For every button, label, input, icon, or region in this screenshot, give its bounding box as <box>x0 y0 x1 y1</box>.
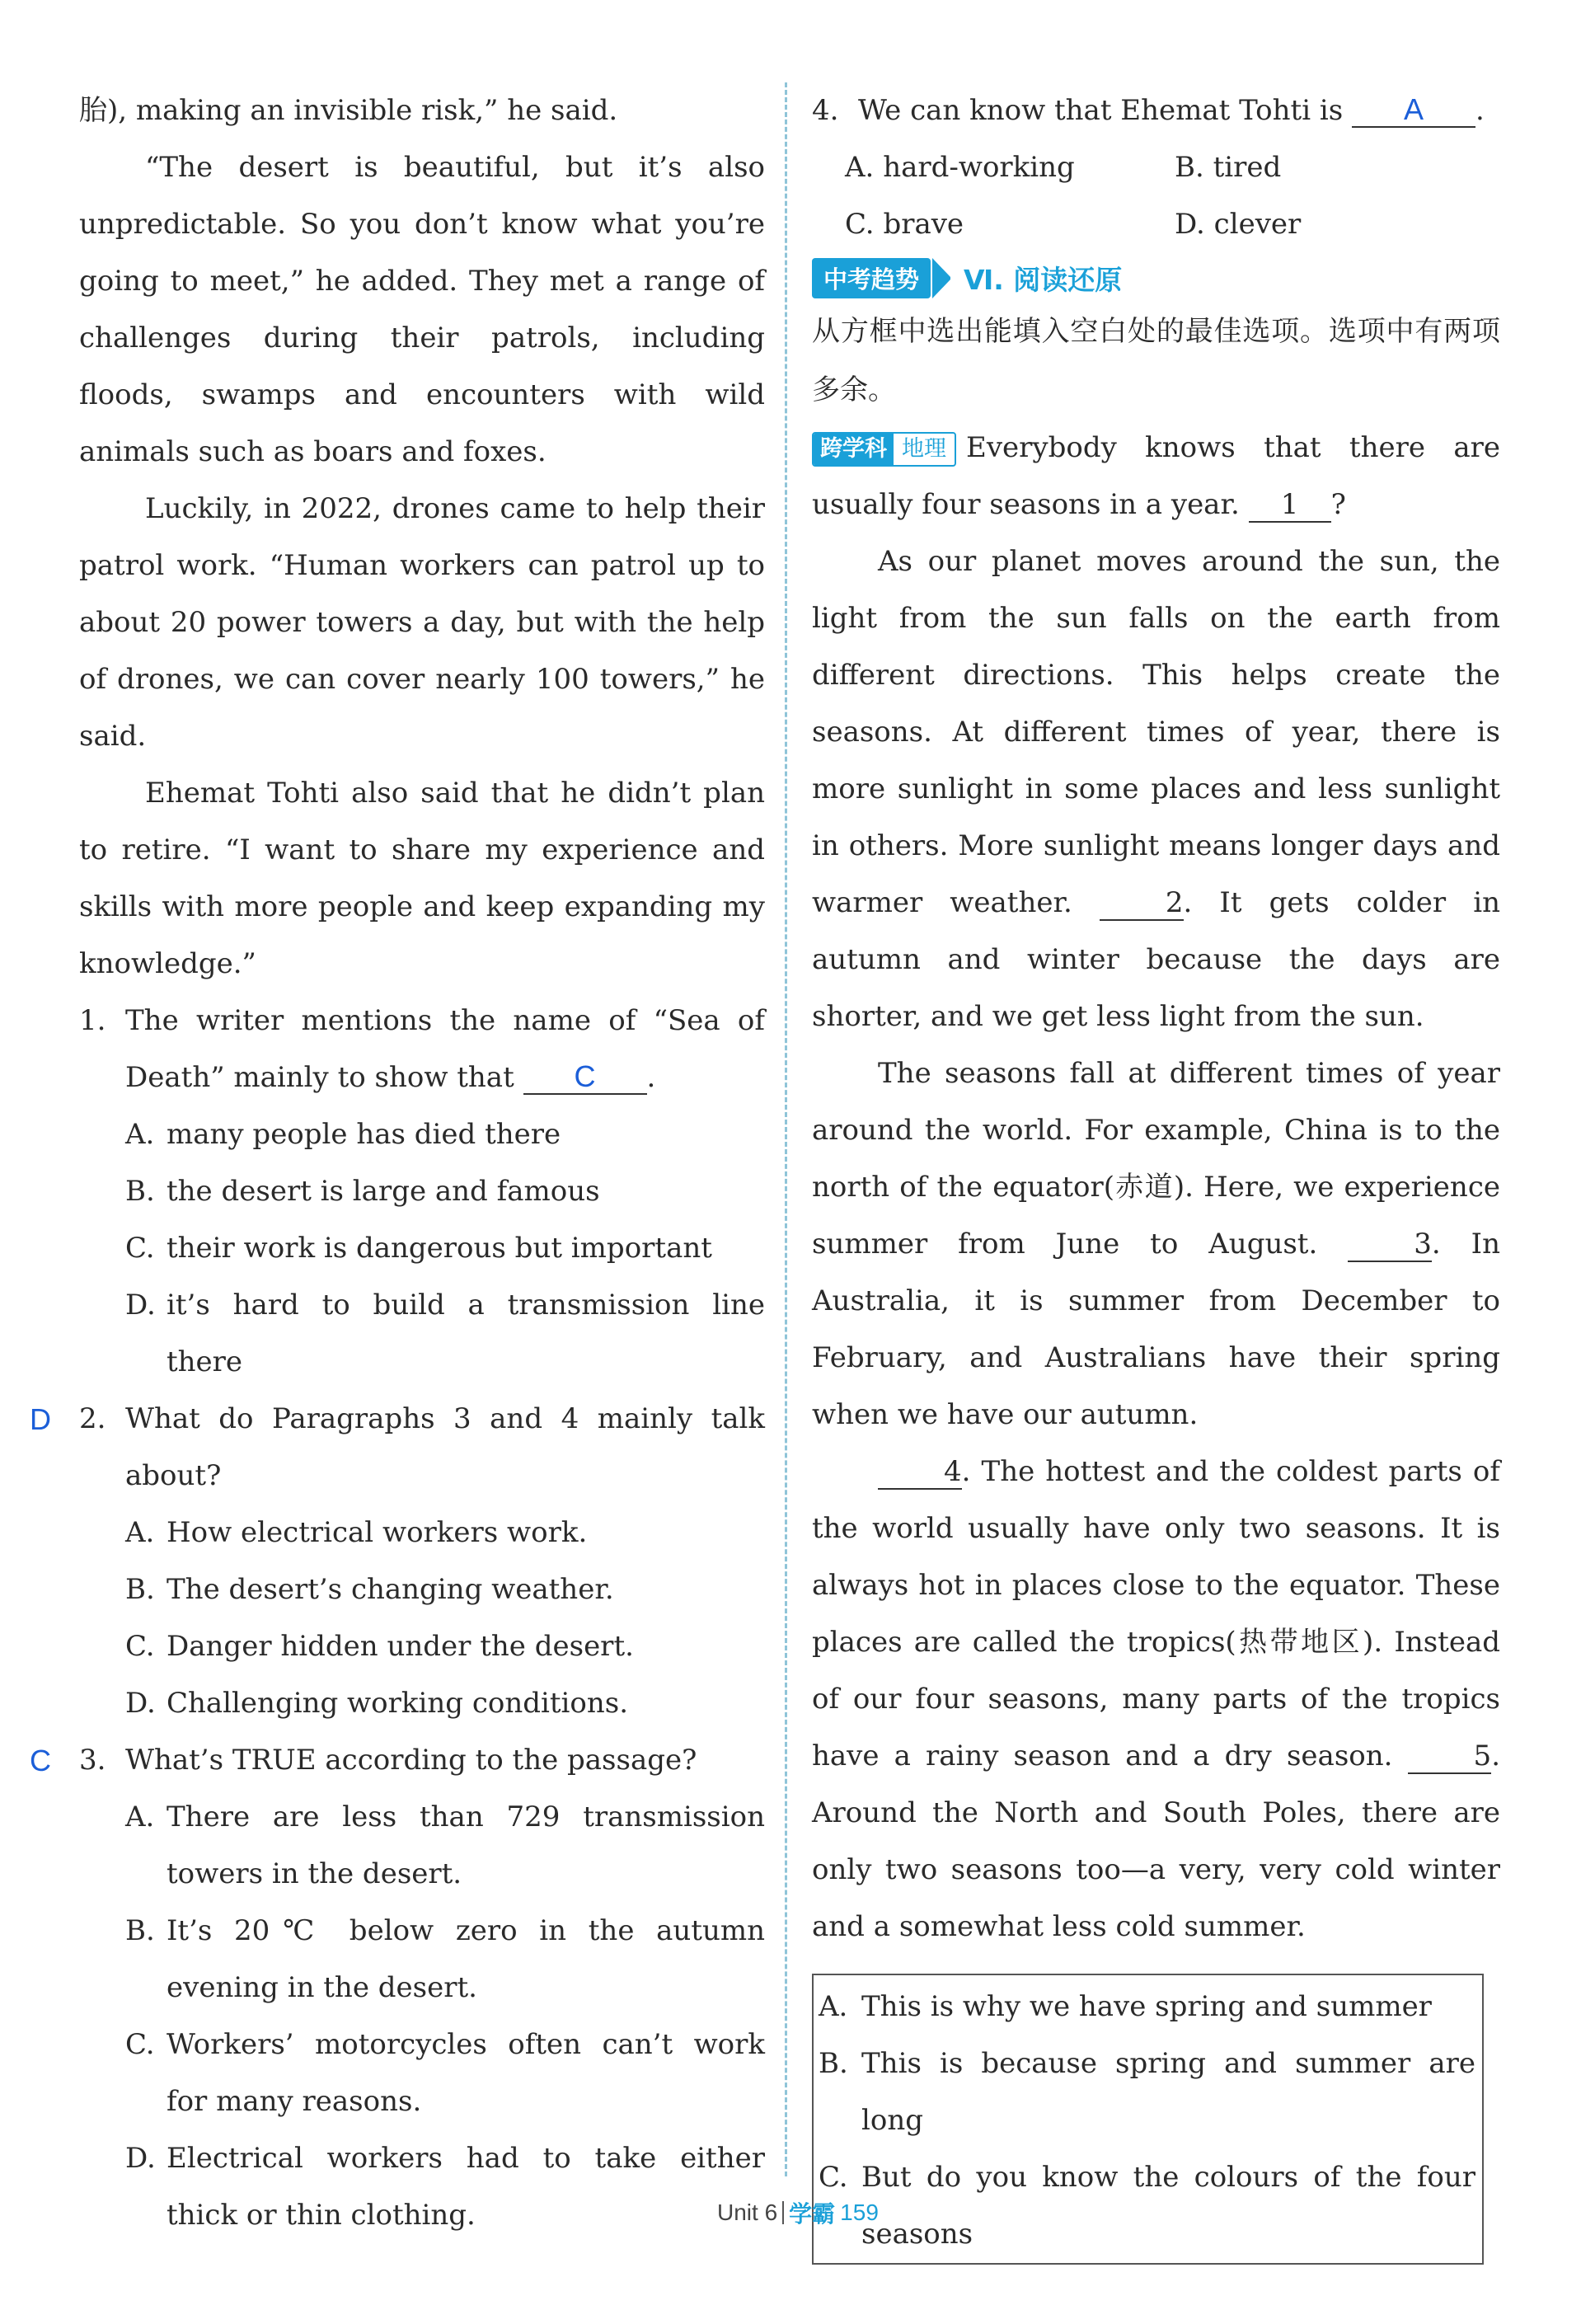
option-text: tired <box>1213 151 1282 184</box>
blank-2[interactable]: 2 <box>1100 886 1184 921</box>
blank-5[interactable]: 5 <box>1408 1739 1492 1774</box>
right-column <box>812 82 1500 2265</box>
option <box>845 139 1175 196</box>
box-option <box>819 1979 1475 2035</box>
page-number: 159 <box>840 2200 879 2225</box>
question-number: 1. <box>79 1004 106 1037</box>
option-text: Electrical workers had to take either thick or thin clothing. <box>167 2142 765 2232</box>
blank-1[interactable]: 1 <box>1249 488 1331 523</box>
blank-4[interactable]: 4 <box>878 1455 962 1490</box>
option <box>1175 196 1504 253</box>
box-option-label: C. <box>819 2161 848 2194</box>
option <box>79 1789 765 1903</box>
left-column <box>30 82 765 2244</box>
question-4 <box>812 82 1500 253</box>
passage-paragraph-4 <box>812 1444 1500 1955</box>
question-3 <box>30 1732 765 2244</box>
option-text: Danger hidden under the desert. <box>167 1630 634 1663</box>
passage-text: The seasons fall at different times of year around the world. For example, China is to the north of the equator(赤道). Here, we experience summer from June to August. <box>812 1057 1500 1261</box>
question-end: . <box>1475 94 1485 127</box>
option-text: There are less than 729 transmission towers in the desert. <box>167 1801 765 1890</box>
option-label: D. <box>1175 208 1205 241</box>
paragraph-2: “The desert is beautiful, but it’s also unpredictable. So you don’t know what you’re going to meet,” he added. They met a range of challenges during their patrols, including floods, swamps and encounters with wild animals such as boars and foxes. <box>79 151 765 468</box>
option <box>79 1618 765 1675</box>
passage-text: ? <box>1330 488 1346 521</box>
question-text: What do Paragraphs 3 and 4 mainly talk about? <box>125 1402 765 1492</box>
passage-text: . Around the North and South Poles, there are only two seasons too—a very, very cold winter and a somewhat less cold summer. <box>812 1739 1500 1943</box>
option <box>79 1277 765 1391</box>
question-text: The writer mentions the name of “Sea of Death” mainly to show that <box>125 1004 765 1094</box>
option <box>79 2016 765 2130</box>
option-label: B. <box>125 1573 155 1606</box>
option-label: B. <box>1175 151 1204 184</box>
question-number: 3. <box>79 1744 106 1777</box>
option-label: A. <box>125 1118 155 1151</box>
blank-3[interactable]: 3 <box>1348 1228 1432 1262</box>
passage-text: . It gets colder in autumn and winter because the days are shorter, and we get less light from the sun. <box>812 886 1500 1033</box>
option <box>845 196 1175 253</box>
paragraph-3: Luckily, in 2022, drones came to help their patrol work. “Human workers can patrol up to about 20 power towers a day, but with the help of drones, we can cover nearly 100 towers,” he said. <box>79 492 765 753</box>
passage-paragraph-2 <box>812 533 1500 1045</box>
option-label: C. <box>125 1232 155 1265</box>
section-title: Ⅵ. 阅读还原 <box>964 263 1123 296</box>
option-text: their work is dangerous but important <box>167 1232 712 1265</box>
option-label: D. <box>125 1687 156 1720</box>
box-option-label: A. <box>819 1990 848 2023</box>
column-divider <box>785 82 787 2176</box>
option <box>79 1106 765 1163</box>
trend-tag: 中考趋势 <box>812 258 931 298</box>
option-label: B. <box>125 1175 155 1208</box>
option-text: hard-working <box>883 151 1075 184</box>
options-grid <box>812 139 1500 253</box>
box-option-text: But do you know the colours of the four seasons <box>861 2161 1475 2251</box>
box-option <box>819 2149 1475 2263</box>
option <box>79 1903 765 2016</box>
option-label: D. <box>125 2142 156 2175</box>
option <box>1175 139 1504 196</box>
option-text: it’s hard to build a transmission line there <box>167 1289 765 1378</box>
answer-blank[interactable]: A <box>1352 93 1475 128</box>
answer-blank[interactable]: C <box>523 1060 647 1095</box>
passage-paragraph-3 <box>812 1045 1500 1444</box>
option <box>79 1561 765 1618</box>
option-label: A. <box>845 151 875 184</box>
question-number: 4. <box>812 94 839 127</box>
option <box>79 1675 765 1732</box>
option-label: B. <box>125 1914 155 1947</box>
subject-tag-sub: 地理 <box>902 436 946 462</box>
option-text: It’s 20℃ below zero in the autumn evening in the desert. <box>167 1914 765 2004</box>
option-text: the desert is large and famous <box>167 1175 600 1208</box>
option-text: brave <box>883 208 964 241</box>
passage-text: Everybody knows that there are usually four seasons in a year. <box>812 431 1500 521</box>
answer-marker: D <box>30 1402 51 1436</box>
question-number: 2. <box>79 1402 106 1435</box>
section-instruction: 从方框中选出能填入空白处的最佳选项。选项中有两项多余。 <box>812 315 1500 406</box>
passage-text: As our planet moves around the sun, the light from the sun falls on the earth from different directions. This helps create the seasons. At different times of year, there is more sunlight in some places and less sunlight in others. More sunlight means longer days and warmer weather. <box>812 545 1500 919</box>
unit-label: Unit 6 <box>717 2200 778 2225</box>
option-label: C. <box>845 208 875 241</box>
option-text: many people has died there <box>167 1118 561 1151</box>
answer-marker: C <box>30 1744 51 1777</box>
question-end: . <box>646 1061 656 1094</box>
footer-separator <box>782 2201 784 2224</box>
question-text: What’s TRUE according to the passage? <box>125 1744 697 1777</box>
option-label: A. <box>125 1801 155 1833</box>
subject-tag <box>812 432 956 467</box>
options-box <box>812 1974 1484 2265</box>
box-option-text: This is why we have spring and summer <box>861 1990 1432 2023</box>
option-label: D. <box>125 1289 156 1322</box>
option-text: Challenging working conditions. <box>167 1687 629 1720</box>
option-text: Workers’ motorcycles often can’t work for many reasons. <box>167 2028 765 2118</box>
page-footer <box>717 2196 879 2229</box>
question-text: We can know that Ehemat Tohti is <box>858 94 1344 127</box>
subject-tag-main: 跨学科 <box>814 434 894 465</box>
question-1 <box>79 993 765 1391</box>
passage-paragraph-1 <box>812 420 1500 533</box>
option-text: How electrical workers work. <box>167 1516 588 1549</box>
option <box>79 1220 765 1277</box>
option <box>79 2130 765 2244</box>
option <box>79 1163 765 1220</box>
question-2 <box>30 1391 765 1732</box>
passage-text: . In Australia, it is summer from December to February, and Australians have their spring when we have our autumn. <box>812 1228 1500 1431</box>
brand-label: 学霸 <box>789 2200 836 2228</box>
option <box>79 1505 765 1561</box>
option-label: A. <box>125 1516 155 1549</box>
box-option <box>819 2035 1475 2149</box>
option-text: The desert’s changing weather. <box>167 1573 614 1606</box>
option-text: clever <box>1213 208 1302 241</box>
option-label: C. <box>125 2028 155 2061</box>
passage-text: . The hottest and the coldest parts of the world usually have only two seasons. It is always hot in places close to the equator. These places are called the tropics(热带地区). Instead of our four seasons, many parts of the tropics have a rainy season and a dry season. <box>812 1455 1500 1772</box>
box-option-text: This is because spring and summer are long <box>861 2047 1475 2137</box>
option-label: C. <box>125 1630 155 1663</box>
section-header <box>812 253 1500 303</box>
paragraph-1: 胎), making an invisible risk,” he said. <box>79 94 618 127</box>
box-option-label: B. <box>819 2047 848 2080</box>
paragraph-4: Ehemat Tohti also said that he didn’t plan to retire. “I want to share my experience and skills with more people and keep expanding my knowledge.” <box>79 777 765 980</box>
